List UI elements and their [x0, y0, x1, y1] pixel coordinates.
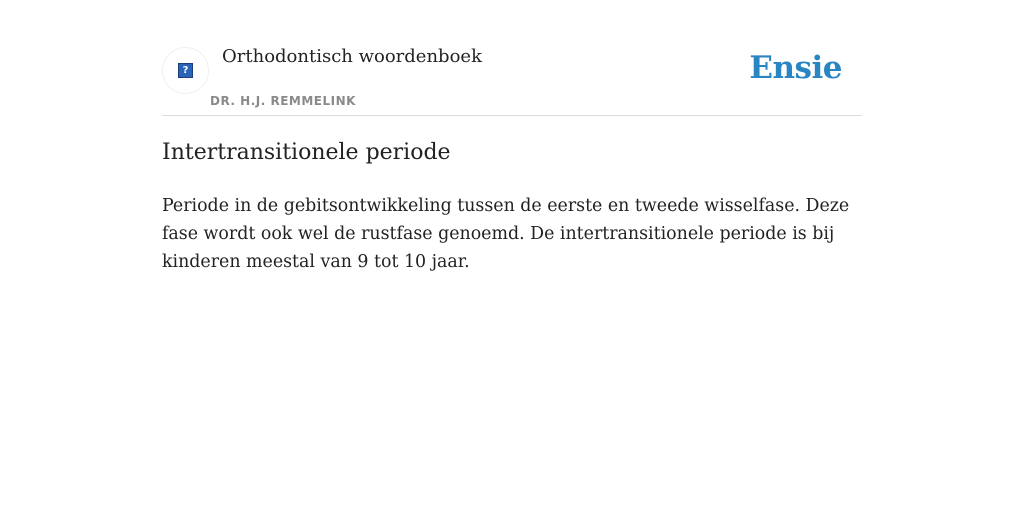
entry-definition: Periode in de gebitsontwikkeling tussen de eerste en tweede wisselfase. Deze fase wordt ook wel de rustfase genoemd. De intertransitionele periode is bij kinderen meestal van 9 tot 10 jaar.	[162, 196, 850, 272]
book-cover-thumbnail[interactable]	[162, 47, 209, 94]
book-title-link[interactable]: Orthodontisch woordenboek	[222, 46, 482, 67]
question-book-icon: ?	[178, 63, 193, 78]
ensie-logo[interactable]: Ensie	[749, 50, 842, 86]
entry-title: Intertransitionele periode	[162, 140, 451, 165]
book-author: DR. H.J. REMMELINK	[210, 94, 356, 108]
dictionary-header	[162, 0, 862, 116]
entry-card	[162, 0, 862, 272]
